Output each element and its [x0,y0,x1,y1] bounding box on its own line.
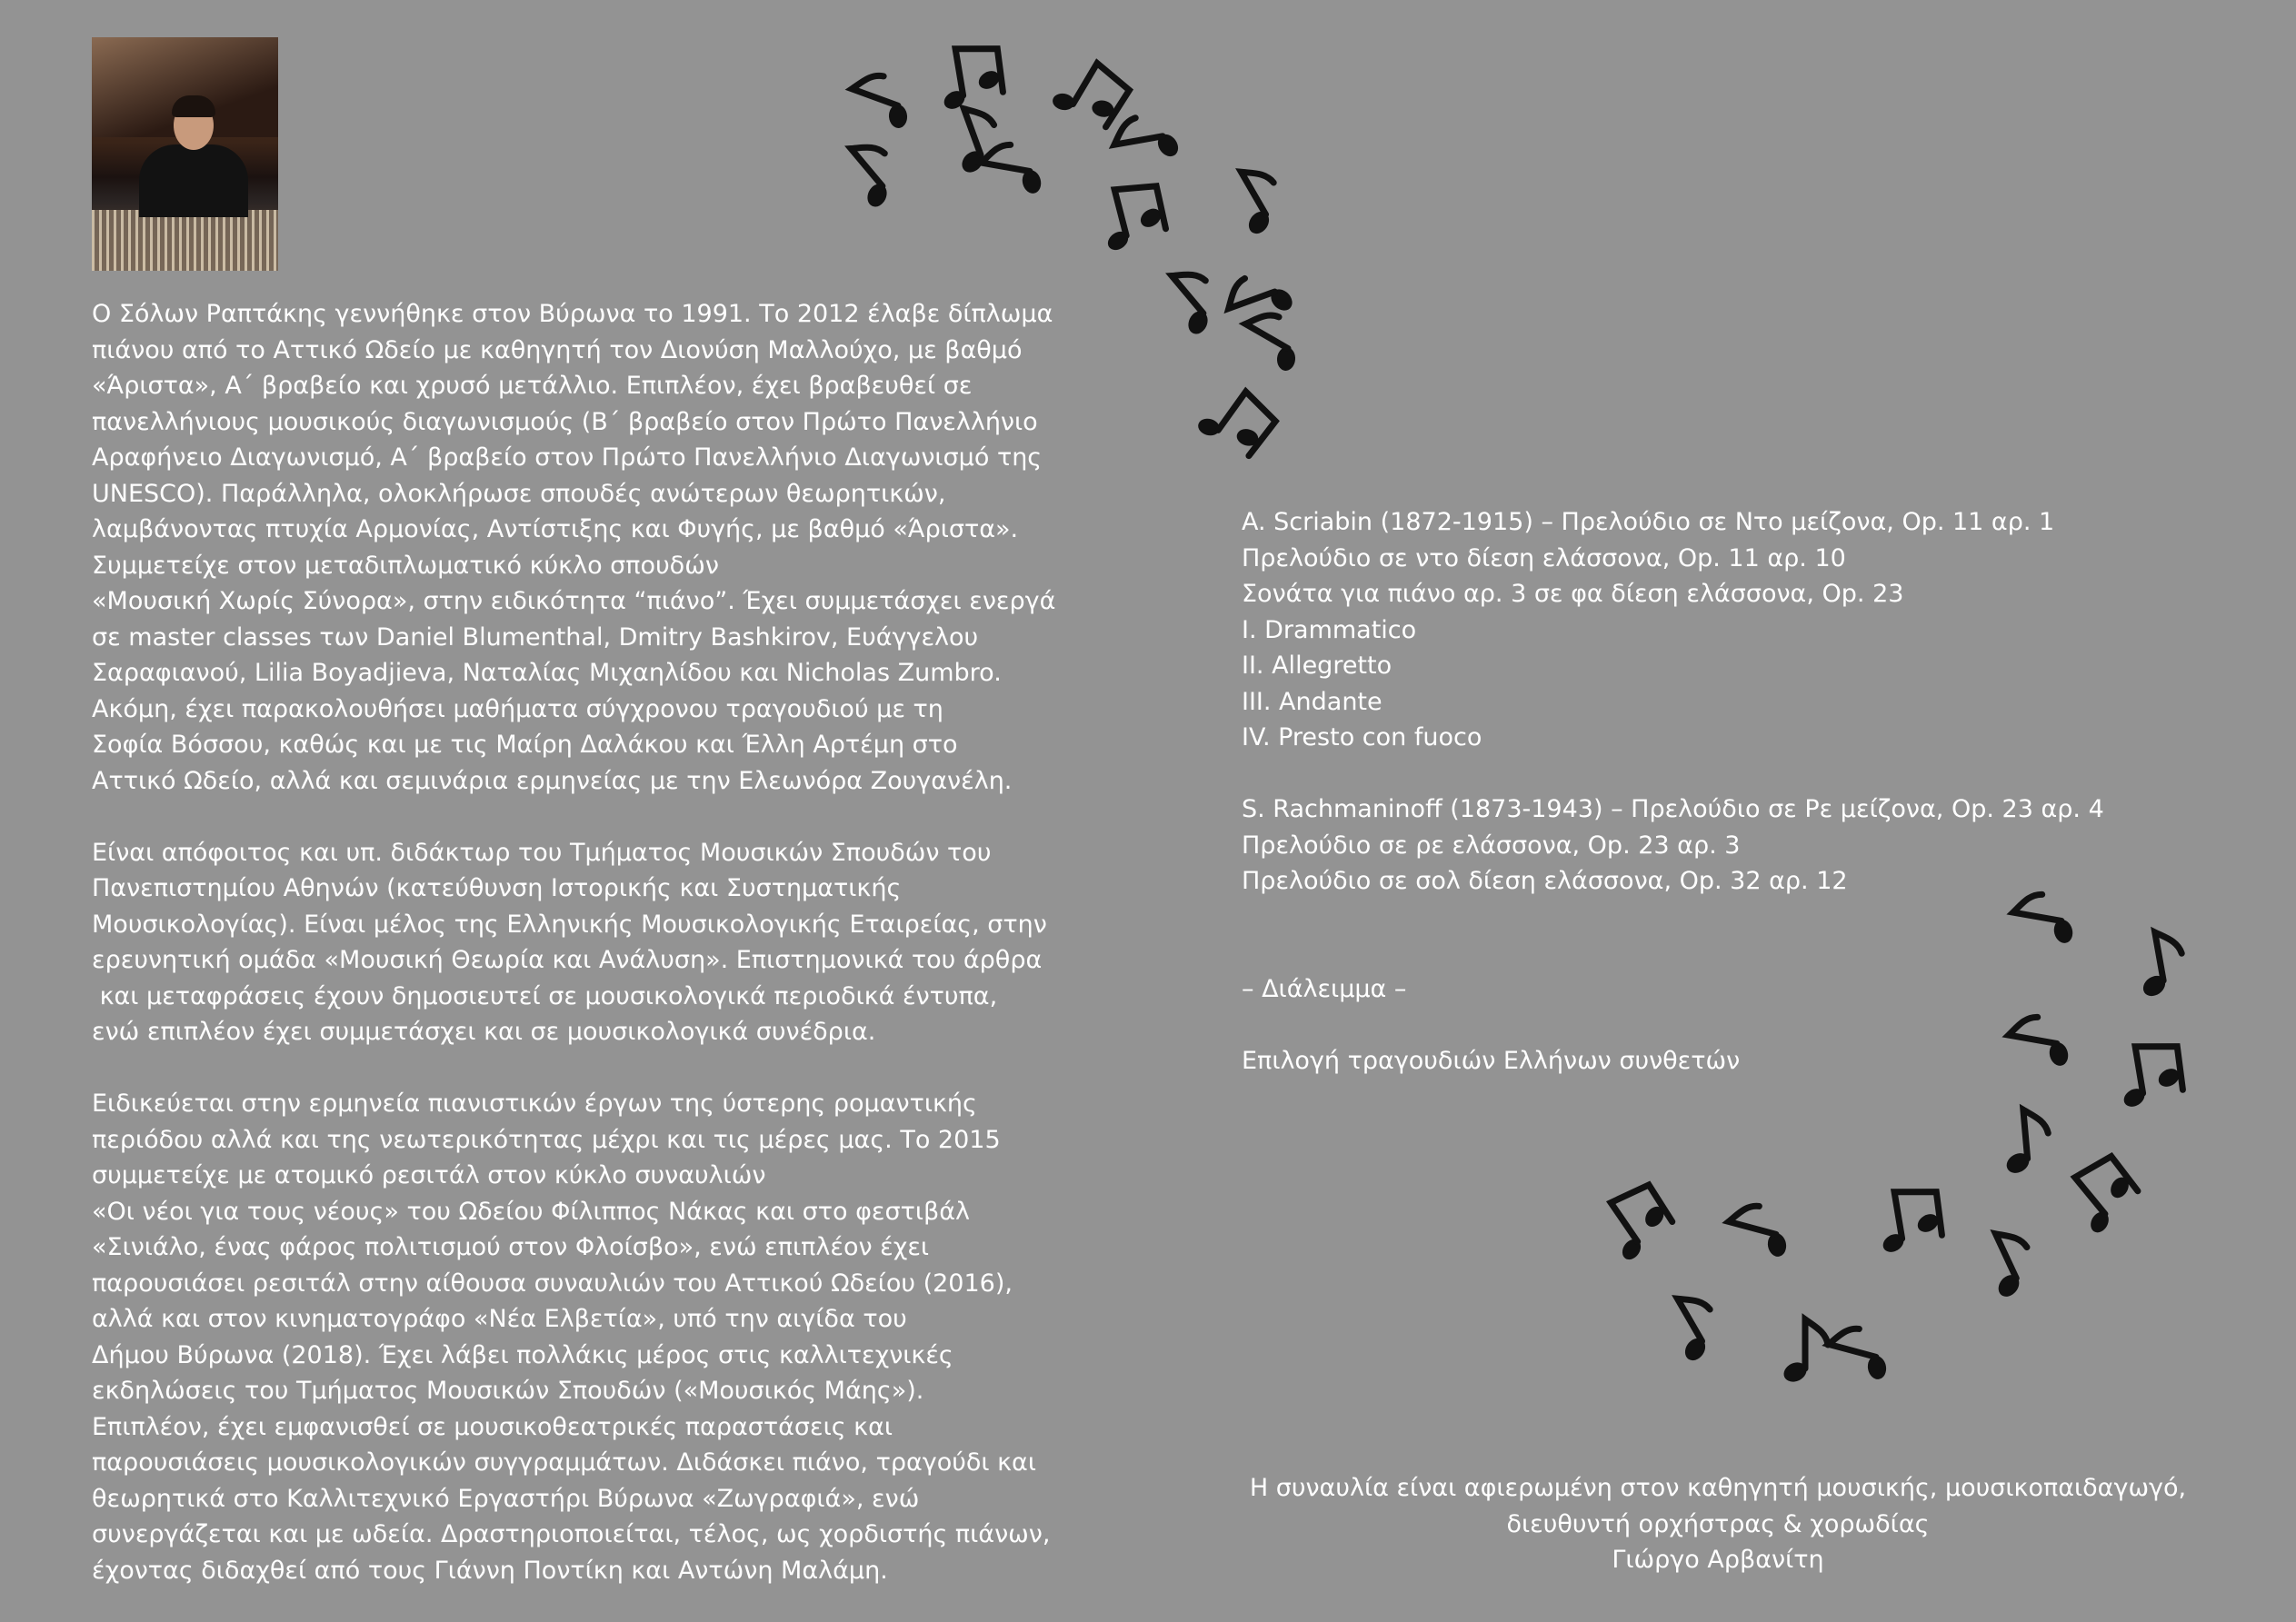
bio-line: Είναι απόφοιτος και υπ. διδάκτωρ του Τμήματος Μουσικών Σπουδών του [92,838,992,867]
bio-line: «Μουσική Χωρίς Σύνορα», στην ειδικότητα “πιάνο”. Έχει συμμετάσχει ενεργά [92,587,1056,615]
bio-line: συμμετείχε με ατομικό ρεσιτάλ στον κύκλο συναυλιών [92,1161,766,1189]
program-gap [1242,935,2151,971]
music-note-icon [1096,182,1169,254]
bio-line: αλλά και στον κινηματογράφο «Νέα Ελβετία», υπό την αιγίδα του [92,1305,907,1333]
dedication [1191,1470,2245,1578]
bio-line: Ειδικεύεται στην ερμηνεία πιανιστικών έργων της ύστερης ρομαντικής [92,1090,977,1118]
bio-line: Αττικό Ωδείο, αλλά και σεμινάρια ερμηνείας με την Ελεωνόρα Ζουγανέλη. [92,766,1013,795]
program-line: Πρελούδιο σε ντο δίεση ελάσσονα, Op. 11 αρ. 10 [1242,543,1846,572]
music-note-icon [1822,1322,1899,1385]
music-note-icon [1045,53,1133,140]
bio-line: και μεταφράσεις έχουν δημοσιευτεί σε μουσικολογικά περιοδικά έντυπα, [92,981,998,1010]
bio-line: πιάνου από το Αττικό Ωδείο με καθηγητή τον Διονύση Μαλλούχο, με βαθμό [92,335,1023,364]
music-note-icon [832,134,910,214]
music-note-icon [1656,1288,1730,1368]
music-note-icon [1973,1224,2044,1304]
program-line: II. Allegretto [1242,652,1393,680]
program-rachmaninoff [1242,791,2151,900]
music-note-icon [1875,1188,1943,1256]
bio-line: Δήμου Βύρωνα (2018). Έχει λάβει πολλάκις μέρος στις καλλιτεχνικές [92,1340,953,1369]
music-note-icon [1781,1319,1828,1386]
bio-paragraph-1 [92,296,1073,799]
music-note-icon [1722,1199,1799,1262]
bio-paragraph-3 [92,1086,1073,1588]
bio-line: Σοφία Βόσσου, καθώς και με τις Μαίρη Δαλάκου και Έλλη Αρτέμη στο [92,731,958,759]
music-note-icon [844,67,922,134]
music-note-icon [941,101,1008,179]
music-note-icon [1233,304,1314,378]
program-line: I. Drammatico [1242,615,1417,644]
program-line: IV. Presto con fuoco [1242,723,1482,751]
music-note-icon [1594,1180,1681,1267]
pianist-body [139,144,248,217]
music-note-icon [1999,1108,2051,1178]
dedication-line: διευθυντή ορχήστρας & χορωδίας [1506,1509,1930,1538]
piano-strings [92,210,278,271]
bio-line: έχοντας διδαχθεί από τους Γιάννη Ποντίκη και Αντώνη Μαλάμη. [92,1556,888,1585]
music-note-icon [1221,264,1299,332]
program-gap [1242,1007,2151,1043]
biography [92,296,1073,1588]
program-gap [1242,900,2151,936]
bio-line: συνεργάζεται και με ωδεία. Δραστηριοποιείται, τέλος, ως χορδιστής πιάνων, [92,1520,1051,1548]
music-note-icon [2060,1152,2147,1239]
program-line: S. Rachmaninoff (1873-1943) – Πρελούδιο σε Ρε μείζονα, Op. 23 αρ. 4 [1242,795,2104,823]
bio-line: UNESCO). Παράλληλα, ολοκλήρωσε σπουδές ανώτερων θεωρητικών, [92,479,946,508]
bio-line: Αραφήνειο Διαγωνισμό, Α΄ βραβείο στον Πρώτο Πανελλήνιο Διαγωνισμό της [92,443,1043,472]
music-note-icon [1153,261,1231,342]
concert-program [1242,504,2151,1079]
bio-line: σε master classes των Daniel Blumenthal, Dmitry Bashkirov, Ευάγγελου [92,622,979,652]
music-note-icon [936,45,1004,113]
bio-line: «Οι νέοι για τους νέους» του Ωδείου Φίλιππος Νάκας και στο φεστιβάλ [92,1197,970,1226]
bio-line: λαμβάνοντας πτυχία Αρμονίας, Αντίστιξης και Φυγής, με βαθμό «Άριστα». [92,515,1019,543]
program-gap [1242,756,2151,792]
music-note-icon [1191,380,1280,469]
bio-line: Ακόμη, έχει παρακολουθήσει μαθήματα σύγχρονου τραγουδιού με τη [92,694,943,723]
program-line: Πρελούδιο σε ρε ελάσσονα, Op. 23 αρ. 3 [1242,831,1741,860]
music-note-icon [977,140,1050,198]
dedication-line: Η συναυλία είναι αφιερωμένη στον καθηγητή μουσικής, μουσικοπαιδαγωγό, [1249,1474,2187,1502]
paragraph-gap [92,1050,1073,1087]
bio-line: θεωρητικά στο Καλλιτεχνικό Εργαστήρι Βύρωνα «Ζωγραφιά», ενώ [92,1484,920,1513]
pianist-photo [92,37,278,271]
bio-line: «Σινιάλο, ένας φάρος πολιτισμού στον Φλοίσβο», ενώ επιπλέον έχει [92,1233,930,1261]
bio-line: «Άριστα», Α΄ βραβείο και χρυσό μετάλλιο. Επιπλέον, έχει βραβευθεί σε [92,372,973,400]
program-line: Πρελούδιο σε σολ δίεση ελάσσονα, Op. 32 αρ. 12 [1242,867,1848,895]
bio-line: Πανεπιστημίου Αθηνών (κατεύθυνση Ιστορικής και Συστηματικής [92,874,902,902]
music-note-icon [1220,161,1293,242]
paragraph-gap [92,799,1073,835]
bio-line: Μουσικολογίας). Είναι μέλος της Ελληνικής Μουσικολογικής Εταιρείας, στην [92,910,1047,939]
bio-line: εκδηλώσεις του Τμήματος Μουσικών Σπουδών («Μουσικός Μάης»). [92,1377,924,1405]
bio-line: παρουσιάσεις μουσικολογικών συγγραμμάτων. Διδάσκει πιάνο, τραγούδι και [92,1448,1036,1477]
program-line: A. Scriabin (1872-1915) – Πρελούδιο σε Ντο μείζονα, Op. 11 αρ. 1 [1242,508,2055,536]
bio-line: πανελλήνιους μουσικούς διαγωνισμούς (Β΄ βραβείο στον Πρώτο Πανελλήνιο [92,407,1038,436]
bio-line: Επιπλέον, έχει εμφανισθεί σε μουσικοθεατρικές παραστάσεις και [92,1412,893,1441]
bio-line: ενώ επιπλέον έχει συμμετάσχει και σε μουσικολογικά συνέδρια. [92,1018,876,1046]
bio-line: παρουσιάσει ρεσιτάλ στην αίθουσα συναυλιών του Αττικού Ωδείου (2016), [92,1269,1013,1298]
program-line: III. Andante [1242,687,1383,716]
intermission: – Διάλειμμα – [1242,974,1407,1003]
program-scriabin [1242,504,2151,756]
bio-line: Συμμετείχε στον μεταδιπλωματικό κύκλο σπουδών [92,551,719,580]
bio-line: Σαραφιανού, Lilia Boyadjieva, Ναταλίας Μιχαηλίδου και Nicholas Zumbro. [92,659,1002,687]
bio-paragraph-2 [92,835,1073,1050]
greek-songs: Επιλογή τραγουδιών Ελλήνων συνθετών [1242,1046,1741,1075]
pianist-hair [172,95,215,117]
bio-line: ερευνητική ομάδα «Μουσική Θεωρία και Ανάλυση». Επιστημονικά του άρθρα [92,946,1043,974]
program-line: Σονάτα για πιάνο αρ. 3 σε φα δίεση ελάσσονα, Op. 23 [1242,580,1904,608]
dedication-line: Γιώργο Αρβανίτη [1612,1546,1824,1574]
bio-line: περιόδου αλλά και της νεωτερικότητας μέχρι και τις μέρες μας. Το 2015 [92,1125,1001,1154]
music-note-icon [1111,111,1183,169]
bio-line: Ο Σόλων Ραπτάκης γεννήθηκε στον Βύρωνα το 1991. Το 2012 έλαβε δίπλωμα [92,300,1053,328]
